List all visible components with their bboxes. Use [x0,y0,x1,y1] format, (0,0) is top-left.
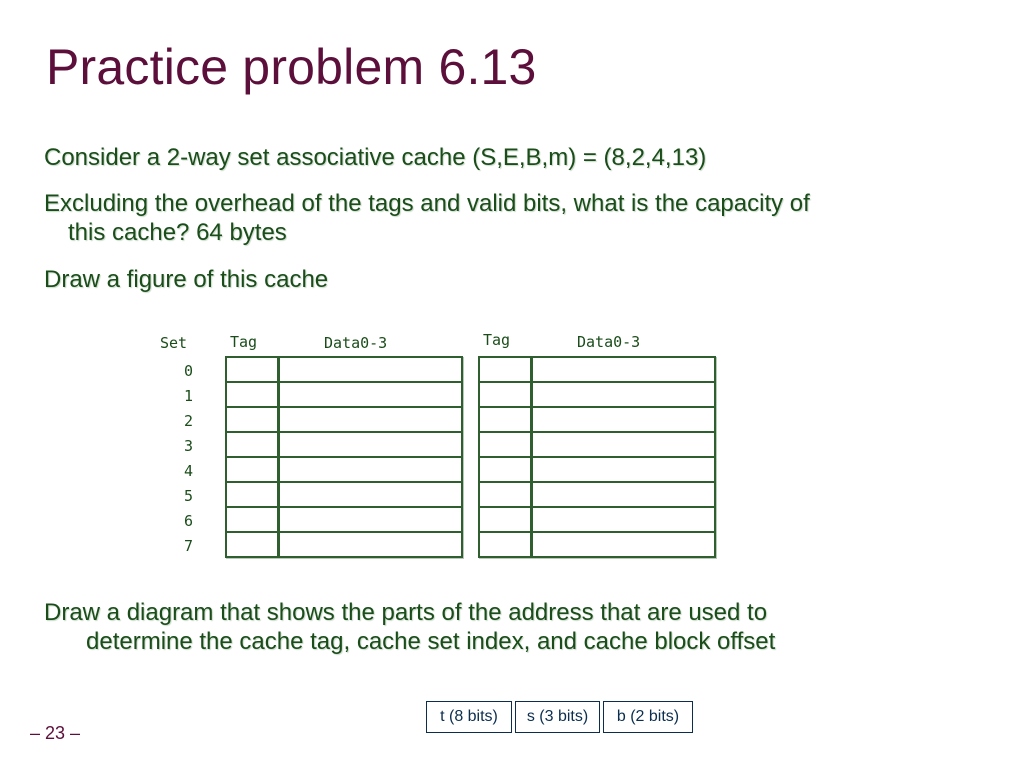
bullet-capacity-question [44,189,974,247]
way1-tag-cell [478,431,532,458]
way1-data-cell [531,406,716,433]
bullet-cache-params-text: Consider a 2-way set associative cache (S,E,B,m) = (8,2,4,13) [44,144,707,171]
set-index-label: 6 [184,512,194,530]
address-field-set-index: s (3 bits) [515,701,600,733]
slide-title: Practice problem 6.13 [46,39,537,95]
way0-data-cell [278,356,463,383]
set-index-label: 1 [184,387,194,405]
bullet-draw-figure-text: Draw a figure of this cache [44,266,329,293]
way1-tag-cell [478,531,532,558]
way1-tag-cell [478,456,532,483]
set-index-label: 0 [184,362,194,380]
set-index-label: 2 [184,412,194,430]
way1-data-cell [531,431,716,458]
set-index-label: 7 [184,537,194,555]
way0-data-cell [278,531,463,558]
way1-tag-cell [478,381,532,408]
way0-data-cell [278,481,463,508]
bullet-address-line1: Draw a diagram that shows the parts of the address that are used to [44,599,768,626]
way0-tag-cell [225,356,279,383]
way1-data-cell [531,356,716,383]
way0-data-cell [278,431,463,458]
way1-tag-header: Tag [483,331,511,349]
way1-data-cell [531,481,716,508]
address-field-block-offset: b (2 bits) [603,701,693,733]
way1-tag-cell [478,506,532,533]
way1-data-cell [531,506,716,533]
way0-data-cell [278,406,463,433]
way1-data-header: Data0-3 [577,333,641,351]
address-field-tag: t (8 bits) [426,701,512,733]
bullet-address-line2: determine the cache tag, cache set index, and cache block offset [86,628,776,655]
way1-data-cell [531,531,716,558]
way0-tag-cell [225,456,279,483]
way0-data-header: Data0-3 [324,334,388,352]
set-index-label: 5 [184,487,194,505]
way1-tag-cell [478,356,532,383]
way0-tag-cell [225,481,279,508]
way0-tag-cell [225,431,279,458]
way0-tag-header: Tag [230,333,258,351]
way1-tag-cell [478,406,532,433]
way0-tag-cell [225,381,279,408]
way0-data-cell [278,381,463,408]
set-header: Set [160,334,188,352]
way0-tag-cell [225,506,279,533]
bullet-capacity-line1: Excluding the overhead of the tags and valid bits, what is the capacity of [44,190,810,217]
bullet-address-diagram [44,598,974,656]
bullet-draw-figure [44,265,974,294]
way0-data-cell [278,506,463,533]
way0-tag-cell [225,406,279,433]
way1-data-cell [531,381,716,408]
set-index-label: 4 [184,462,194,480]
way0-data-cell [278,456,463,483]
way0-tag-cell [225,531,279,558]
page-number: – 23 – [30,723,81,743]
bullet-capacity-line2: this cache? 64 bytes [68,219,287,246]
way1-data-cell [531,456,716,483]
way1-tag-cell [478,481,532,508]
bullet-cache-params [44,143,974,172]
set-index-label: 3 [184,437,194,455]
